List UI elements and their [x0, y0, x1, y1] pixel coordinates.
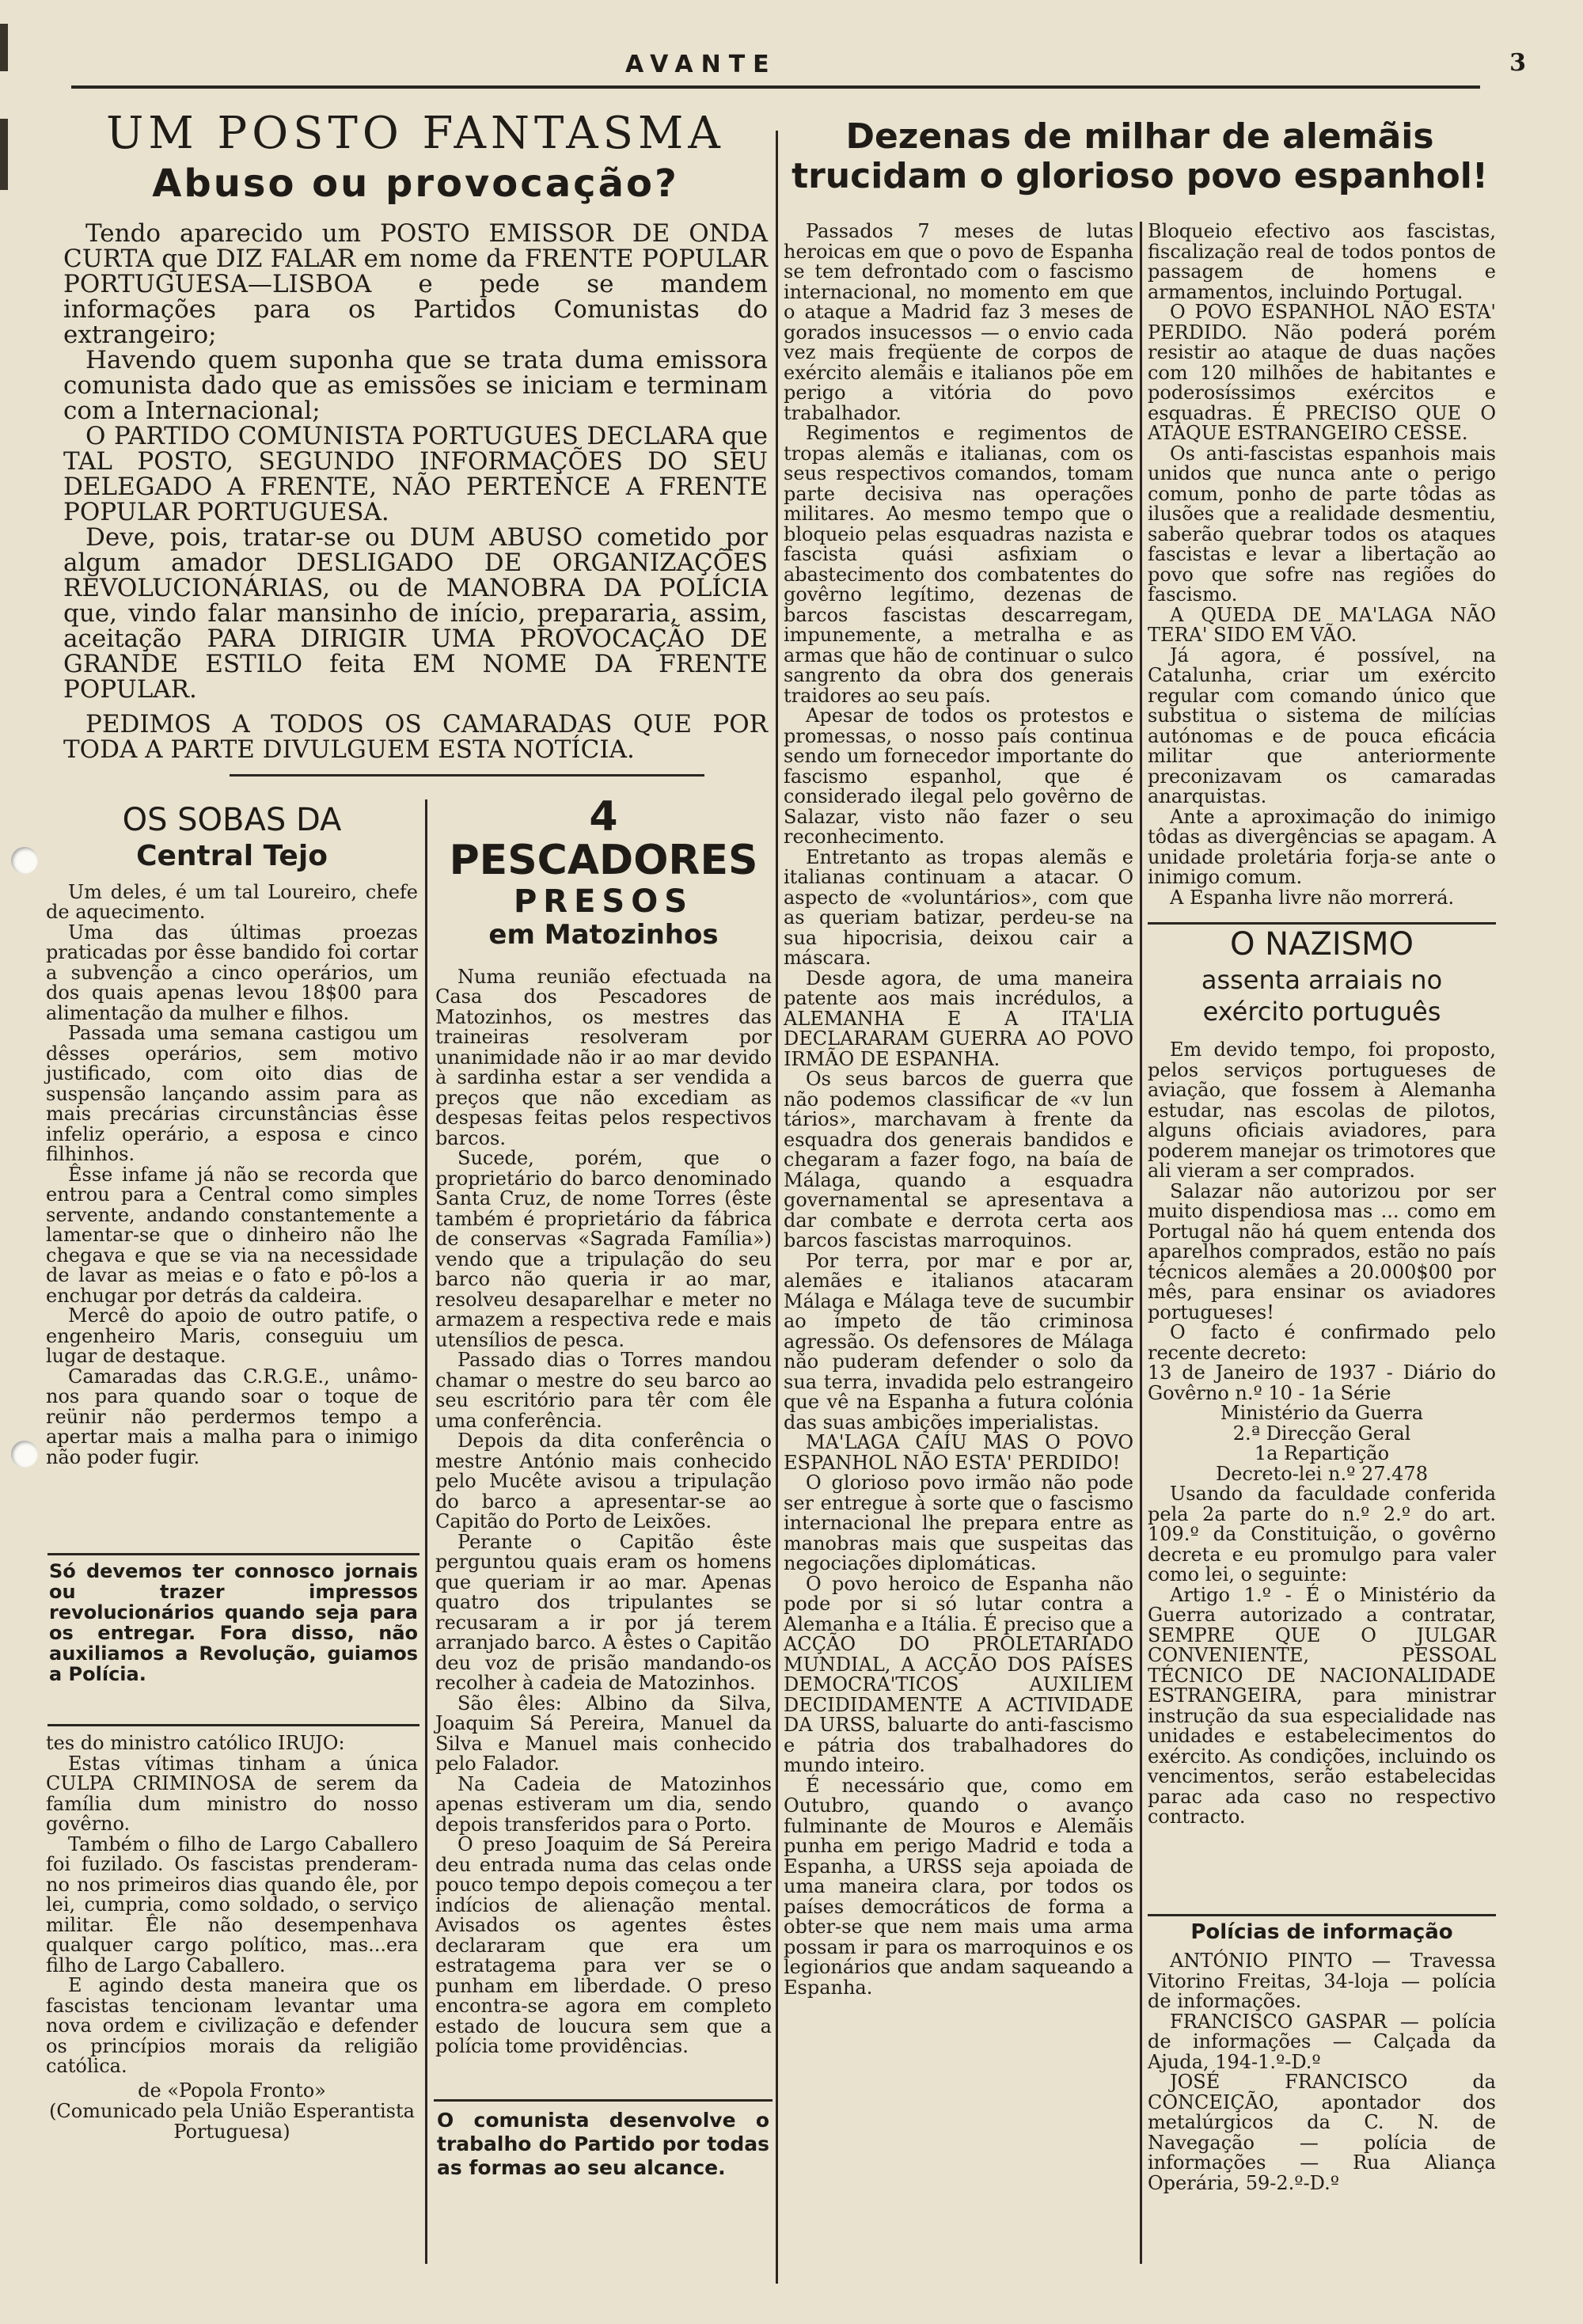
- article-policias: [1148, 1922, 1496, 2193]
- page-number: 3: [1509, 49, 1526, 77]
- source-credit: de «Popola Fronto»: [138, 2079, 326, 2102]
- paragraph: São êles: Albino da Silva, Joaquim Sá Pereira, Manuel da Silva e Manuel mais conhecido pelo Falador.: [435, 1692, 772, 1775]
- separator-rule: [1148, 922, 1496, 925]
- paragraph: O PARTIDO COMUNISTA PORTUGUES DECLARA que TAL POSTO, SEGUNDO INFORMAÇÕES DO SEU DELEGADO A FRENTE, NÃO PERTENCE A FRENTE POPULAR PORTUGUESA.: [63, 422, 768, 527]
- paragraph: Mercê do apoio de outro patife, o engenheiro Maris, conseguiu um lugar de destaque.: [46, 1304, 418, 1368]
- paragraph: Artigo 1.º - É o Ministério da Guerra autorizado a contratar, SEMPRE QUE O JULGAR CONVENIENTE, PESSOAL TÉCNICO DE NACIONALIDADE ESTRANGEIRA, para ministrar instrução da sua especialidade nas unidades e estabelecimentos do exército. As condições, incluindo os vencimentos, serão estabelecidas parac ada caso no respectivo contracto.: [1148, 1583, 1496, 1828]
- paragraph: Perante o Capitão êste perguntou quais eram os homens que queriam ir ao mar. Apenas quatro dos tripulantes se recusaram a ir por já terem arranjado barco. A êstes o Capitão deu voz de prisão mandando-os recolher à cadeia de Matozinhos.: [435, 1530, 772, 1695]
- punch-hole: [11, 847, 38, 874]
- paragraph: Numa reunião efectuada na Casa dos Pescadores de Matozinhos, os mestres das traineiras resolveram por unanimidade não ir ao mar devido à sardinha estar a ser vendida a preços que não excediam as despesas feitas pelos respectivos barcos.: [435, 965, 772, 1149]
- subheadline: Central Tejo: [136, 840, 328, 872]
- article-nazismo: [1148, 928, 1496, 1828]
- subheadline: Abuso ou provocação?: [152, 161, 679, 206]
- paragraph: Estas vítimas tinham a única CULPA CRIMINOSA de serem da família dum ministro do nosso govêrno.: [46, 1752, 418, 1835]
- paragraph: Regimentos e regimentos de tropas alemãs e italianas, com os seus respectivos comandos, tomam parte decisiva nas operações militares. Ao mesmo tempo que o bloqueio pelas esquadras nazista e fascista quási asfixiam o abastecimento dos combatentes do govêrno legítimo, dezenas de barcos fascistas descarregam, impunemente, a metralha e as armas que hão de continuar o sulco sangrento da obra dos generais traidores ao seu país.: [784, 422, 1133, 707]
- subheadline-place: em Matozinhos: [488, 919, 719, 951]
- paragraph: Deve, pois, tratar-se ou DUM ABUSO cometido por algum amador DESLIGADO DE ORGANIZAÇÕES REVOLUCIONÁRIAS, ou de MANOBRA DA POLÍCIA que, vindo falar mansinho de início, prepararia, assim, aceitação PARA DIRIGIR UMA PROVOCAÇÃO DE GRANDE ESTILO feita EM NOME DA FRENTE POPULAR.: [63, 523, 768, 704]
- article-body: [46, 880, 418, 1468]
- paragraph: ANTÓNIO PINTO — Travessa Vitorino Freitas, 34-loja — polícia de informações.: [1148, 1950, 1496, 2013]
- subheadline: assenta arraiais no exército português: [1201, 965, 1443, 1027]
- headline: OS SOBAS DA: [122, 802, 342, 838]
- paragraph: Os seus barcos de guerra que não podemos classificar de «v lun tários», marchavam à frente da esquadra dos generais bandidos e chegaram a fazer fogo, na baía de Málaga, quando a esquadra governamental se apresentava a dar combate e derrota certa aos barcos fascistas marroquinos.: [784, 1068, 1133, 1251]
- box-rule: [47, 1553, 419, 1555]
- paragraph: Um deles, é um tal Loureiro, chefe de aquecimento.: [46, 880, 418, 924]
- paragraph: Passado dias o Torres mandou chamar o mestre do seu barco ao seu escritório para têr com êle uma conferência.: [435, 1349, 772, 1432]
- paragraph: O povo heroico de Espanha não pode por si só lutar contra a Alemanha e a Itália. É preciso que a ACÇÃO DO PROLETARIADO MUNDIAL, A ACÇÃO DOS PAÍSES DEMOCRA'TICOS AUXILIEM DECIDIDAMENTE A ACTIVIDADE DA URSS, baluarte do anti-fascismo e pátria dos trabalhadores do mundo inteiro.: [784, 1572, 1133, 1776]
- paragraph: MA'LAGA CAÍU MAS O POVO ESPANHOL NÃO ESTA' PERDIDO!: [784, 1431, 1133, 1474]
- paragraph: Salazar não autorizou por ser muito dispendiosa mas ... como em Portugal não há quem entenda dos aparelhos comprados, estão no país técnicos alemães a 20.000$00 por mês, para ensinar os aviadores portugueses!: [1148, 1179, 1496, 1323]
- column-divider: [1140, 222, 1142, 2264]
- espanha-col-1: [784, 222, 1133, 1998]
- headline: 4 PESCADORES: [449, 793, 758, 884]
- paragraph: Desde agora, de uma maneira patente aos mais incrédulos, a ALEMANHA E A ITA'LIA DECLARARAM GUERRA AO POVO IRMÃO DE ESPANHA.: [784, 966, 1133, 1070]
- paragraph: Também o filho de Largo Caballero foi fuzilado. Os fascistas prenderam-no nos primeiros dias quando êle, por lei, cumpria, como soldado, o serviço militar. Êle não desempenhava qualquer cargo político, mas...era filho de Largo Caballero.: [46, 1832, 418, 1977]
- paragraph: A Espanha livre não morrerá.: [1170, 886, 1455, 909]
- paragraph: Uma das últimas proezas praticadas por êsse bandido foi cortar a subvenção a cinco operários, um dos quais apenas levou 18$00 para alimentação da mulher e filhos.: [46, 921, 418, 1024]
- paragraph: Bloqueio efectivo aos fascistas, fiscalização real de todos pontos de passagem de homens e armamentos, incluindo Portugal.: [1148, 220, 1496, 303]
- article-body: [46, 1734, 418, 2077]
- paragraph: Passados 7 meses de lutas heroicas em que o povo de Espanha se tem defrontado com o fascismo internacional, no momento em que o ataque a Madrid faz 3 meses de gorados insucessos — o envio cada vez mais freqüente de corpos de exército alemãis e italianos põe em perigo a vitória do povo trabalhador.: [784, 220, 1133, 424]
- paper-title: AVANTE: [625, 51, 777, 78]
- paragraph: JOSÉ FRANCISCO da CONCEIÇÃO, apontador dos metalúrgicos da C. N. de Navegação — polícia de informações — Rua Aliança Operária, 59-2.º-D.º: [1148, 2071, 1496, 2194]
- column-divider: [425, 799, 427, 2264]
- article-irujo: [46, 1734, 418, 2142]
- paragraph: Apesar de todos os protestos e promessas, o nosso país continua sendo um fornecedor importante do fascismo espanhol, que é considerado ilegal pelo govêrno de Salazar, visto não fazer o seu reconhecimento.: [784, 704, 1133, 848]
- article-espanha: [784, 116, 1496, 197]
- article-body: [1148, 222, 1496, 908]
- paragraph: Decreto-lei n.º 27.478: [1216, 1462, 1428, 1485]
- paragraph: O preso Joaquim de Sá Pereira deu entrada numa das celas onde pouco tempo depois começou a ter indícios de alienação mental. Avisados os agentes êstes declararam que era um estratagema para ver se o punham em liberdade. O preso encontra-se agora em completo estado de loucura sem que a polícia tome providências.: [435, 1833, 772, 2058]
- paragraph: O POVO ESPANHOL NÃO ESTA' PERDIDO. Não poderá porém resistir ao ataque de duas nações com 120 milhões de habitantes e poderosíssimos exércitos e esquadras. É PRECISO QUE O ATAQUE ESTRANGEIRO CESSE.: [1148, 301, 1496, 444]
- paragraph: 13 de Janeiro de 1937 - Diário do Govêrno n.º 10 - 1a Série: [1148, 1361, 1496, 1404]
- source-note: (Comunicado pela União Esperantista Portuguesa): [49, 2099, 415, 2143]
- masthead-rule: [71, 85, 1480, 89]
- separator-rule: [230, 774, 704, 777]
- headline-line2: trucidam o glorioso povo espanhol!: [792, 156, 1488, 197]
- column-divider: [776, 131, 778, 2284]
- paragraph: Depois da dita conferência o mestre António mais conhecido pelo Mucête avisou a tripulação do barco a apresentar-se ao Capitão do Porto de Leixões.: [435, 1430, 772, 1533]
- paragraph: Passada uma semana castigou um dêsses operários, sem motivo justificado, com oito dias de suspensão lançando assim para as mais precárias circunstâncias êsse infeliz operário, a esposa e cinco filhinhos.: [46, 1022, 418, 1166]
- paragraph: Já agora, é possível, na Catalunha, criar um exército regular com comando único que substitua o sistema de milícias autónomas e de pouca eficácia militar que anteriormente preconizavam os camaradas anarquistas.: [1148, 644, 1496, 807]
- notice-box: Só devemos ter connosco jornais ou trazer impressos revolucionários quando seja para os entregar. Fora disso, não auxiliamos a Revolução, guiamos a Polícia.: [49, 1560, 418, 1685]
- article-sobas: [46, 803, 418, 1468]
- article-posto: [63, 108, 768, 765]
- headline: Dezenas de milhar de alemãis: [845, 116, 1434, 157]
- article-pescadores: [435, 793, 772, 2058]
- espanha-col-2: [1148, 222, 1496, 908]
- paragraph: A QUEDA DE MA'LAGA NÃO TERA' SIDO EM VÃO.: [1148, 603, 1496, 646]
- headline: Polícias de informação: [1190, 1920, 1453, 1944]
- paragraph: E agindo desta maneira que os fascistas tencionam levantar uma nova ordem e civilização e defender os princípios morais da religião católica.: [46, 1974, 418, 2077]
- appeal: PEDIMOS A TODOS OS CAMARADAS QUE POR TODA A PARTE DIVULGUEM ESTA NOTÍCIA.: [63, 710, 768, 765]
- paragraph: Êsse infame já não se recorda que entrou para a Central como simples servente, andando constantemente a lamentar-se que o dinheiro não lhe chegava e que se via na necessidade de lavar as meias e o fato e pô-los a enchugar por detrás da caldeira.: [46, 1163, 418, 1307]
- punch-hole: [11, 1441, 38, 1468]
- paragraph: Camaradas das C.R.G.E., unâmo-nos para quando soar o toque de reünir não perdermos tempo a apertar mais a malha para o inimigo não poder fugir.: [46, 1365, 418, 1468]
- paragraph: Ante a aproximação do inimigo tôdas as divergências se apagam. A unidade proletária forja-se ante o inimigo comum.: [1148, 805, 1496, 888]
- paragraph: FRANCISCO GASPAR — polícia de informações — Calçada da Ajuda, 194-1.º-D.º: [1148, 2010, 1496, 2073]
- paragraph: tes do ministro católico IRUJO:: [46, 1732, 345, 1754]
- paragraph: 2.ª Direcção Geral: [1232, 1422, 1411, 1445]
- paragraph: O glorioso povo irmão não pode ser entregue à sorte que o fascismo internacional lhe prepara entre as manobras mais que suspeitas das negociações diplomáticas.: [784, 1471, 1133, 1574]
- box-rule: [434, 2099, 773, 2102]
- paragraph: Entretanto as tropas alemãs e italianas continuam a atacar. O aspecto de «voluntários», com que as queriam batizar, perdeu-se na sua hipocrisia, deixou cair a máscara.: [784, 845, 1133, 969]
- paragraph: 1a Repartição: [1254, 1442, 1390, 1464]
- paragraph: Tendo aparecido um POSTO EMISSOR DE ONDA CURTA que DIZ FALAR em nome da FRENTE POPULAR PORTUGUESA—LISBOA e pede se mandem informações para os Partidos Comunistas do extrangeiro;: [63, 219, 768, 350]
- article-body: [1148, 1951, 1496, 2193]
- paragraph: Em devido tempo, foi proposto, pelos serviços portugueses de aviação, que fossem à Alemanha estudar, nas escolas de pilotos, alguns oficiais aviadores, para poderem manejar os trimotores que ali vieram a ser comprados.: [1148, 1039, 1496, 1182]
- binding-mark: [0, 119, 8, 190]
- box-rule: [47, 1724, 419, 1726]
- paragraph: Na Cadeia de Matozinhos apenas estiveram um dia, sendo depois transferidos para o Porto.: [435, 1772, 772, 1836]
- article-body: [1148, 1040, 1496, 1828]
- paragraph: O facto é confirmado pelo recente decreto:: [1148, 1321, 1496, 1364]
- paragraph: Os anti-fascistas espanhois mais unidos que nunca ante o perigo comum, ponho de parte tôdas as ilusões que a realidade desmentiu, saberão quebrar todos os ataques fascistas e levar a libertação ao povo que sofre nas regiões do fascismo.: [1148, 442, 1496, 606]
- subheadline: PRESOS: [513, 883, 694, 921]
- article-body: [784, 222, 1133, 1998]
- headline: O NAZISMO: [1229, 926, 1414, 963]
- paragraph: Ministério da Guerra: [1220, 1402, 1424, 1424]
- notice-box: O comunista desenvolve o trabalho do Partido por todas as formas ao seu alcance.: [437, 2109, 769, 2179]
- paragraph: Sucede, porém, que o proprietário do barco denominado Santa Cruz, de nome Torres (êste também é proprietário da fábrica de conservas «Sagrada Família») vendo que a tripulação do seu barco não queria ir ao mar, resolveu desaparelhar e meter no armazem a respectiva rede e mais utensílios de pesca.: [435, 1147, 772, 1351]
- paragraph: É necessário que, como em Outubro, quando o avanço fulminante de Mouros e Alemãis punha em perigo Madrid e toda a Espanha, a URSS seja apoiada de uma maneira clara, por todos os países democráticos de forma a obter-se que nem mais uma arma possam ir para os marroquinos e os legionários que andam saqueando a Espanha.: [784, 1774, 1133, 1999]
- paragraph: Por terra, por mar e por ar, alemães e italianos atacaram Málaga e Málaga teve de sucumbir ao ímpeto de tão criminosa agressão. Os defensores de Málaga não puderam defender o solo da sua terra, invadida pelo estrangeiro que vê na Espanha a futura colónia das suas ambições imperialistas.: [784, 1249, 1133, 1434]
- article-body: [63, 219, 768, 765]
- headline: UM POSTO FANTASMA: [106, 108, 725, 159]
- article-body: [435, 967, 772, 2057]
- paragraph: Havendo quem suponha que se trata duma emissora comunista dado que as emissões se iniciam e terminam com a Internacional;: [63, 346, 768, 426]
- separator-rule: [1148, 1914, 1496, 1916]
- paragraph: Usando da faculdade conferida pela 2a parte do n.º 2.º do art. 109.º da Constituição, o govêrno decreta e eu promulgo para valer como lei, o seguinte:: [1148, 1483, 1496, 1585]
- masthead: [0, 49, 1583, 97]
